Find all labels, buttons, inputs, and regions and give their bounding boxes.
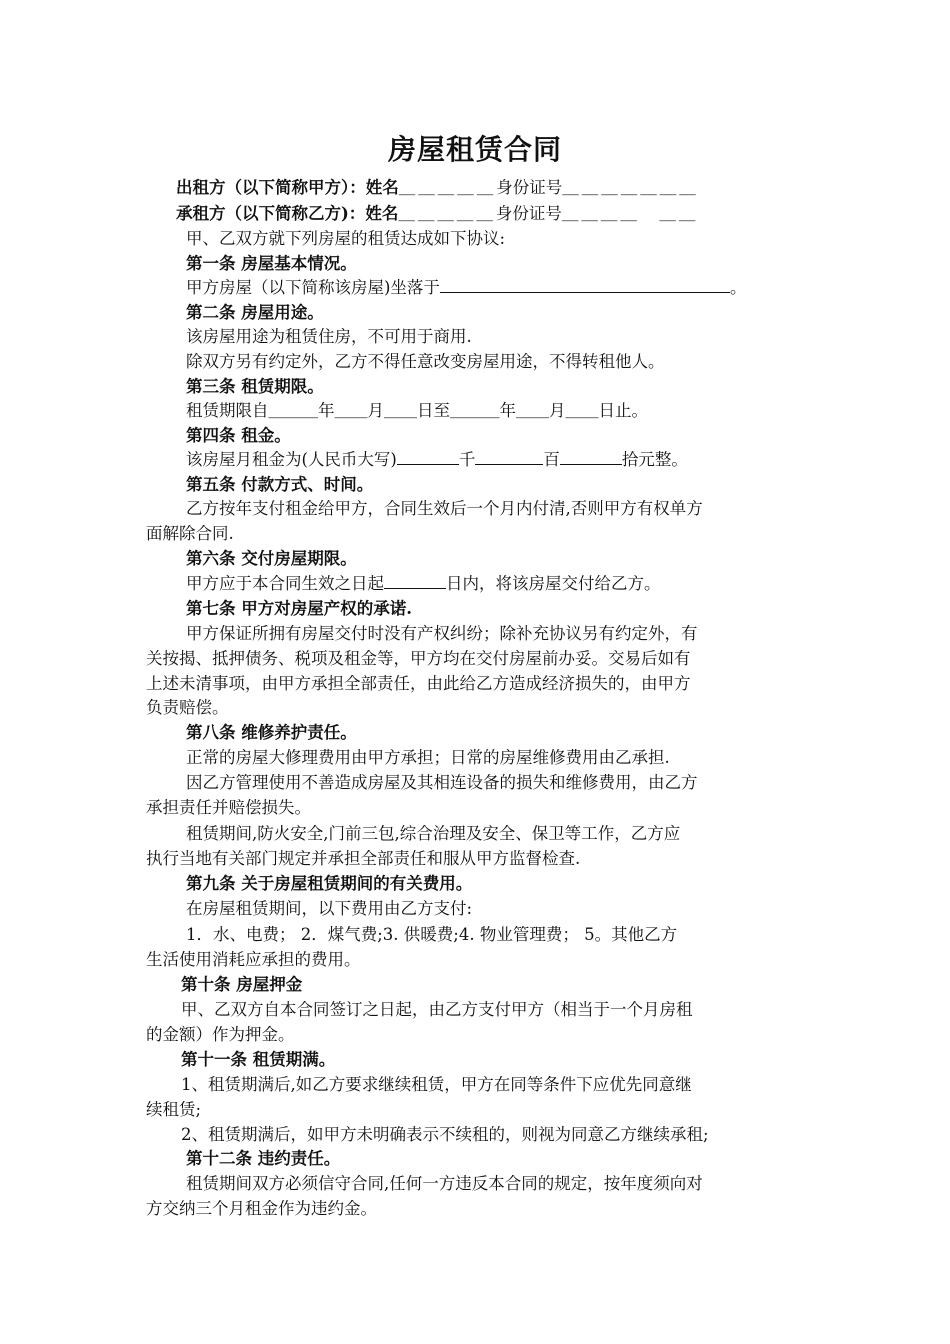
article-7-title: 第七条 甲方对房屋产权的承诺. [186, 599, 412, 618]
delivery-days-blank [384, 572, 446, 589]
lessee-name-blank: ＿＿＿＿＿ [398, 204, 496, 223]
article-11-line-1: 1、租赁期满后,如乙方要求继续租赁，甲方在同等条件下应优先同意继 [181, 1075, 692, 1094]
address-blank [440, 276, 730, 293]
article-7-line-1: 甲方保证所拥有房屋交付时没有产权纠纷；除补充协议另有约定外，有 [186, 624, 698, 643]
article-11-title: 第十一条 租赁期满。 [181, 1050, 336, 1069]
lessor-id-label: 身份证号 [496, 178, 563, 197]
article-8-title: 第八条 维修养护责任。 [186, 723, 357, 742]
article-9-line-1: 在房屋租赁期间，以下费用由乙方支付: [186, 899, 473, 918]
lessor-line [176, 176, 699, 200]
article-7-line-4: 负责赔偿。 [146, 698, 229, 717]
rent-hundreds-blank [475, 448, 543, 465]
article-7-line-3: 上述未清事项，由甲方承担全部责任，由此给乙方造成经济损失的，由甲方 [146, 674, 691, 693]
article-11-line-2: 续租赁; [146, 1100, 202, 1119]
article-4-title: 第四条 租金。 [186, 426, 291, 445]
lessee-line [176, 202, 698, 226]
article-2-p1: 该房屋用途为租赁住房，不可用于商用. [186, 327, 472, 346]
article-12-line-2: 方交纳三个月租金作为违约金。 [146, 1199, 377, 1218]
lessor-label: 出租方（以下简称甲方）： [176, 178, 366, 197]
article-9-title: 第九条 关于房屋租赁期间的有关费用。 [186, 874, 473, 893]
lessee-id-label: 身份证号 [495, 204, 562, 223]
article-1-text: 甲方房屋（以下简称该房屋)坐落于 。 [186, 278, 747, 297]
lessee-id-blank: ＿＿＿＿ ＿＿ [561, 204, 699, 223]
article-10-title: 第十条 房屋押金 [181, 975, 303, 994]
lessee-label: 承租方（以下简称乙方)： [176, 204, 366, 223]
article-7-line-2: 关按揭、抵押债务、税项及租金等，甲方均在交付房屋前办妥。交易后如有 [146, 649, 691, 668]
article-6-title: 第六条 交付房屋期限。 [186, 549, 357, 568]
article-2-p2: 除双方另有约定外，乙方不得任意改变房屋用途，不得转租他人。 [186, 352, 665, 371]
article-1-title: 第一条 房屋基本情况。 [186, 254, 357, 273]
article-5-line-1: 乙方按年支付租金给甲方，合同生效后一个月内付清,否则甲方有权单方 [186, 499, 703, 518]
article-4-text: 该房屋月租金为(人民币大写) 千 百 拾元整。 [186, 450, 688, 469]
article-10-line-2: 的金额）作为押金。 [146, 1025, 295, 1044]
article-3-title: 第三条 租赁期限。 [186, 377, 324, 396]
article-12-title: 第十二条 违约责任。 [186, 1149, 341, 1168]
rent-thousands-blank [397, 448, 459, 465]
article-8-line-4: 租赁期间,防火安全,门前三包,综合治理及安全、保卫等工作，乙方应 [186, 824, 681, 843]
lessee-name-label: 姓名 [365, 204, 399, 223]
article-12-line-1: 租赁期间双方必须信守合同,任何一方违反本合同的规定，按年度须向对 [186, 1174, 703, 1193]
article-8-line-3: 承担责任并赔偿损失。 [146, 798, 311, 817]
article-9-line-3: 生活使用消耗应承担的费用。 [146, 950, 361, 969]
article-5-title: 第五条 付款方式、时间。 [186, 475, 374, 494]
rent-tens-blank [560, 448, 622, 465]
article-3-text: 租赁期限自＿＿＿年＿＿月＿＿日至＿＿＿年＿＿月＿＿日止。 [186, 401, 648, 420]
intro-text: 甲、乙双方就下列房屋的租赁达成如下协议: [186, 229, 506, 248]
document-title: 房屋租赁合同 [387, 133, 562, 166]
lessor-name-label: 姓名 [365, 178, 399, 197]
article-6-text: 甲方应于本合同生效之日起 日内，将该房屋交付给乙方。 [186, 574, 661, 593]
article-8-line-5: 执行当地有关部门规定并承担全部责任和服从甲方监督检查. [146, 849, 581, 868]
article-8-line-1: 正常的房屋大修理费用由甲方承担；日常的房屋维修费用由乙承担. [186, 748, 670, 767]
article-8-line-2: 因乙方管理使用不善造成房屋及其相连设备的损失和维修费用，由乙方 [186, 773, 698, 792]
lessor-id-blank: ＿＿＿＿＿＿＿ [562, 178, 699, 197]
article-9-line-2: 1．水、电费； 2．煤气费;3. 供暖费;4. 物业管理费； 5。其他乙方 [186, 925, 678, 944]
article-5-line-2: 面解除合同. [146, 524, 234, 543]
article-2-title: 第二条 房屋用途。 [186, 303, 324, 322]
article-11-line-3: 2、租赁期满后，如甲方未明确表示不续租的，则视为同意乙方继续承租; [181, 1125, 709, 1144]
article-10-line-1: 甲、乙双方自本合同签订之日起，由乙方支付甲方（相当于一个月房租 [181, 1000, 693, 1019]
lessor-name-blank: ＿＿＿＿＿ [398, 178, 497, 197]
